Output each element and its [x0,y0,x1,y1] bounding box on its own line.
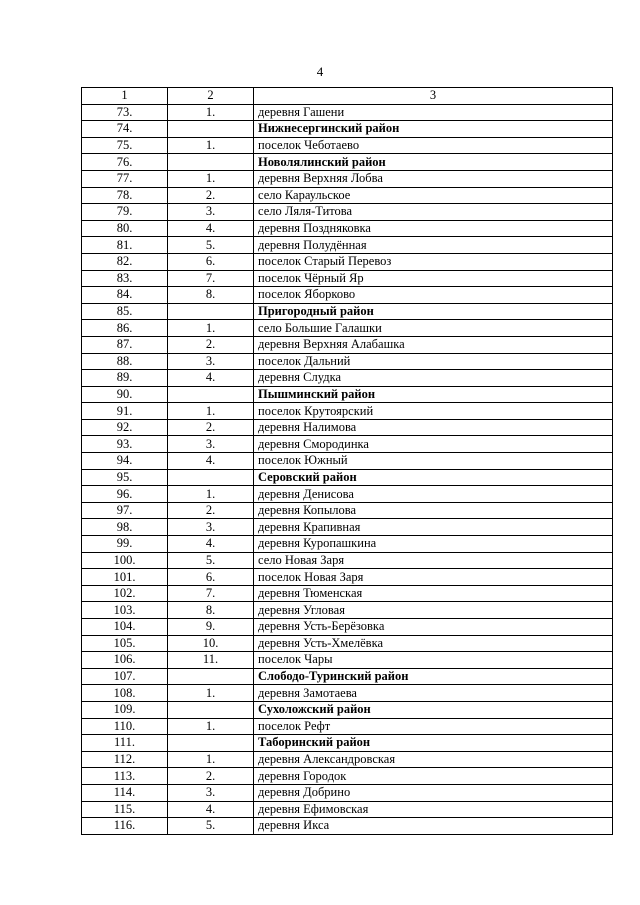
row-number-cell: 88. [82,353,168,370]
sub-number-cell: 3. [168,353,254,370]
settlement-name-cell: деревня Копылова [254,502,613,519]
district-name-cell: Новолялинский район [254,154,613,171]
row-number-cell: 82. [82,253,168,270]
settlement-name-cell: деревня Тюменская [254,585,613,602]
row-number-cell: 99. [82,536,168,553]
sub-number-cell: 3. [168,436,254,453]
settlement-name-cell: село Караульское [254,187,613,204]
row-number-cell: 110. [82,718,168,735]
table-row [82,336,613,353]
settlement-name-cell: деревня Слудка [254,370,613,387]
sub-number-cell: 3. [168,784,254,801]
sub-number-cell [168,303,254,320]
row-number-cell: 90. [82,386,168,403]
row-number-cell: 87. [82,336,168,353]
sub-number-cell: 6. [168,253,254,270]
district-row [82,668,613,685]
row-number-cell: 98. [82,519,168,536]
settlement-name-cell: деревня Усть-Берёзовка [254,619,613,636]
settlement-name-cell: деревня Угловая [254,602,613,619]
settlement-name-cell: деревня Замотаева [254,685,613,702]
settlement-name-cell: деревня Крапивная [254,519,613,536]
sub-number-cell: 4. [168,453,254,470]
row-number-cell: 74. [82,121,168,138]
row-number-cell: 114. [82,784,168,801]
header-col-3: 3 [254,88,613,105]
row-number-cell: 91. [82,403,168,420]
settlement-name-cell: поселок Старый Перевоз [254,253,613,270]
settlement-name-cell: деревня Добрино [254,784,613,801]
settlement-name-cell: деревня Усть-Хмелёвка [254,635,613,652]
settlement-name-cell: село Ляля-Титова [254,204,613,221]
table-row [82,170,613,187]
sub-number-cell [168,154,254,171]
sub-number-cell: 4. [168,536,254,553]
settlement-name-cell: поселок Чеботаево [254,137,613,154]
row-number-cell: 108. [82,685,168,702]
row-number-cell: 79. [82,204,168,221]
row-number-cell: 100. [82,552,168,569]
settlement-name-cell: село Большие Галашки [254,320,613,337]
row-number-cell: 83. [82,270,168,287]
header-row [82,88,613,105]
table-row [82,602,613,619]
row-number-cell: 111. [82,735,168,752]
sub-number-cell: 5. [168,818,254,835]
row-number-cell: 97. [82,502,168,519]
row-number-cell: 93. [82,436,168,453]
settlement-name-cell: деревня Александровская [254,751,613,768]
row-number-cell: 95. [82,469,168,486]
table-row [82,652,613,669]
settlements-table [81,87,613,835]
row-number-cell: 109. [82,701,168,718]
district-row [82,154,613,171]
settlement-name-cell: деревня Гашени [254,104,613,121]
settlement-name-cell: поселок Южный [254,453,613,470]
row-number-cell: 92. [82,419,168,436]
row-number-cell: 104. [82,619,168,636]
sub-number-cell: 4. [168,370,254,387]
sub-number-cell: 4. [168,801,254,818]
row-number-cell: 96. [82,486,168,503]
sub-number-cell [168,668,254,685]
sub-number-cell: 8. [168,602,254,619]
settlement-name-cell: поселок Чары [254,652,613,669]
district-row [82,386,613,403]
sub-number-cell: 5. [168,237,254,254]
table-header [82,88,613,105]
district-row [82,121,613,138]
table-row [82,419,613,436]
sub-number-cell: 1. [168,718,254,735]
row-number-cell: 73. [82,104,168,121]
table-row [82,569,613,586]
row-number-cell: 84. [82,287,168,304]
table-row [82,536,613,553]
settlement-name-cell: деревня Икса [254,818,613,835]
settlement-name-cell: деревня Верхняя Лобва [254,170,613,187]
table-row [82,403,613,420]
table-row [82,104,613,121]
settlement-name-cell: деревня Верхняя Алабашка [254,336,613,353]
sub-number-cell: 1. [168,403,254,420]
row-number-cell: 94. [82,453,168,470]
district-name-cell: Нижнесергинский район [254,121,613,138]
settlement-name-cell: поселок Яборково [254,287,613,304]
table-row [82,585,613,602]
row-number-cell: 115. [82,801,168,818]
sub-number-cell: 7. [168,270,254,287]
table-row [82,320,613,337]
header-col-1: 1 [82,88,168,105]
table-row [82,685,613,702]
table-row [82,453,613,470]
district-row [82,469,613,486]
table-row [82,353,613,370]
district-row [82,701,613,718]
table-row [82,237,613,254]
sub-number-cell: 3. [168,519,254,536]
table-row [82,270,613,287]
table-row [82,768,613,785]
table-row [82,751,613,768]
settlement-name-cell: поселок Дальний [254,353,613,370]
sub-number-cell: 11. [168,652,254,669]
district-name-cell: Серовский район [254,469,613,486]
row-number-cell: 81. [82,237,168,254]
table-row [82,370,613,387]
sub-number-cell: 6. [168,569,254,586]
sub-number-cell: 1. [168,137,254,154]
sub-number-cell: 1. [168,320,254,337]
table-row [82,187,613,204]
table-row [82,287,613,304]
row-number-cell: 76. [82,154,168,171]
row-number-cell: 78. [82,187,168,204]
district-name-cell: Пригородный район [254,303,613,320]
table-row [82,619,613,636]
sub-number-cell [168,735,254,752]
sub-number-cell: 2. [168,336,254,353]
row-number-cell: 77. [82,170,168,187]
district-row [82,735,613,752]
settlement-name-cell: поселок Рефт [254,718,613,735]
sub-number-cell: 3. [168,204,254,221]
row-number-cell: 101. [82,569,168,586]
district-name-cell: Сухоложский район [254,701,613,718]
settlement-name-cell: деревня Городок [254,768,613,785]
settlement-name-cell: деревня Денисова [254,486,613,503]
row-number-cell: 105. [82,635,168,652]
page-number: 4 [316,64,324,79]
settlement-name-cell: поселок Крутоярский [254,403,613,420]
sub-number-cell: 2. [168,187,254,204]
row-number-cell: 106. [82,652,168,669]
table-row [82,137,613,154]
table-row [82,486,613,503]
sub-number-cell: 8. [168,287,254,304]
district-name-cell: Таборинский район [254,735,613,752]
table-body [82,104,613,834]
sub-number-cell: 7. [168,585,254,602]
sub-number-cell: 9. [168,619,254,636]
row-number-cell: 75. [82,137,168,154]
district-row [82,303,613,320]
row-number-cell: 113. [82,768,168,785]
settlement-name-cell: деревня Ефимовская [254,801,613,818]
sub-number-cell: 1. [168,685,254,702]
sub-number-cell [168,121,254,138]
row-number-cell: 89. [82,370,168,387]
table-row [82,502,613,519]
table-row [82,552,613,569]
sub-number-cell [168,701,254,718]
settlement-name-cell: деревня Полудённая [254,237,613,254]
settlement-name-cell: деревня Налимова [254,419,613,436]
settlement-name-cell: поселок Чёрный Яр [254,270,613,287]
row-number-cell: 107. [82,668,168,685]
sub-number-cell: 5. [168,552,254,569]
row-number-cell: 86. [82,320,168,337]
table-row [82,436,613,453]
sub-number-cell: 2. [168,419,254,436]
sub-number-cell: 1. [168,486,254,503]
row-number-cell: 103. [82,602,168,619]
header-col-2: 2 [168,88,254,105]
table-row [82,635,613,652]
district-name-cell: Пышминский район [254,386,613,403]
table-row [82,220,613,237]
table-row [82,253,613,270]
sub-number-cell: 4. [168,220,254,237]
settlement-name-cell: село Новая Заря [254,552,613,569]
sub-number-cell: 1. [168,751,254,768]
sub-number-cell [168,469,254,486]
table-row [82,801,613,818]
row-number-cell: 85. [82,303,168,320]
settlement-name-cell: деревня Смородинка [254,436,613,453]
table-row [82,784,613,801]
sub-number-cell: 1. [168,170,254,187]
sub-number-cell: 1. [168,104,254,121]
table-row [82,818,613,835]
row-number-cell: 116. [82,818,168,835]
sub-number-cell: 10. [168,635,254,652]
row-number-cell: 112. [82,751,168,768]
settlement-name-cell: деревня Поздняковка [254,220,613,237]
table-row [82,204,613,221]
district-name-cell: Слободо-Туринский район [254,668,613,685]
settlement-name-cell: деревня Куропашкина [254,536,613,553]
sub-number-cell: 2. [168,768,254,785]
settlement-name-cell: поселок Новая Заря [254,569,613,586]
table-row [82,519,613,536]
row-number-cell: 102. [82,585,168,602]
row-number-cell: 80. [82,220,168,237]
sub-number-cell: 2. [168,502,254,519]
table-row [82,718,613,735]
sub-number-cell [168,386,254,403]
